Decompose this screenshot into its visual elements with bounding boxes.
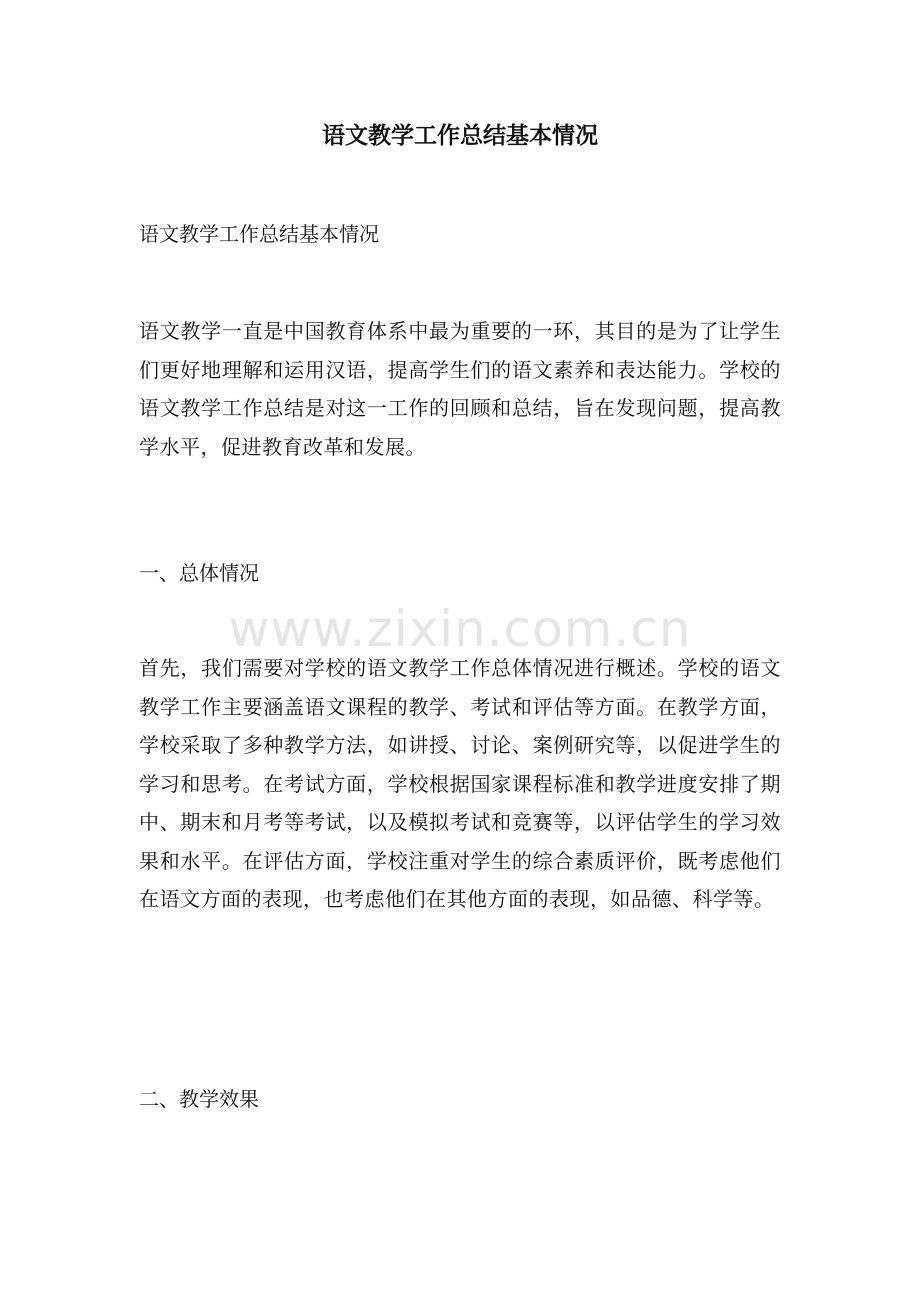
overview-paragraph: 首先，我们需要对学校的语文教学工作总体情况进行概述。学校的语文教学工作主要涵盖语文课程的教学、考试和评估等方面。在教学方面，学校采取了多种教学方法，如讲授、讨论、案例研究等，以促进学生的学习和思考。在考试方面，学校根据国家课程标准和教学进度安排了期中、期末和月考等考试，以及模拟考试和竞赛等，以评估学生的学习效果和水平。在评估方面，学校注重对学生的综合素质评价，既考虑他们在语文方面的表现，也考虑他们在其他方面的表现，如品德、科学等。 — [139, 656, 781, 911]
document-subtitle: 语文教学工作总结基本情况 — [139, 222, 379, 246]
section-heading-teaching-effect: 二、教学效果 — [139, 1087, 259, 1111]
document-title: 语文教学工作总结基本情况 — [322, 122, 598, 149]
intro-paragraph: 语文教学一直是中国教育体系中最为重要的一环，其目的是为了让学生们更好地理解和运用汉语，提高学生们的语文素养和表达能力。学校的语文教学工作总结是对这一工作的回顾和总结，旨在发现问题，提高教学水平，促进教育改革和发展。 — [139, 319, 781, 459]
section-heading-overview: 一、总体情况 — [139, 561, 259, 585]
watermark: www.zixin.com.cn — [228, 600, 692, 658]
